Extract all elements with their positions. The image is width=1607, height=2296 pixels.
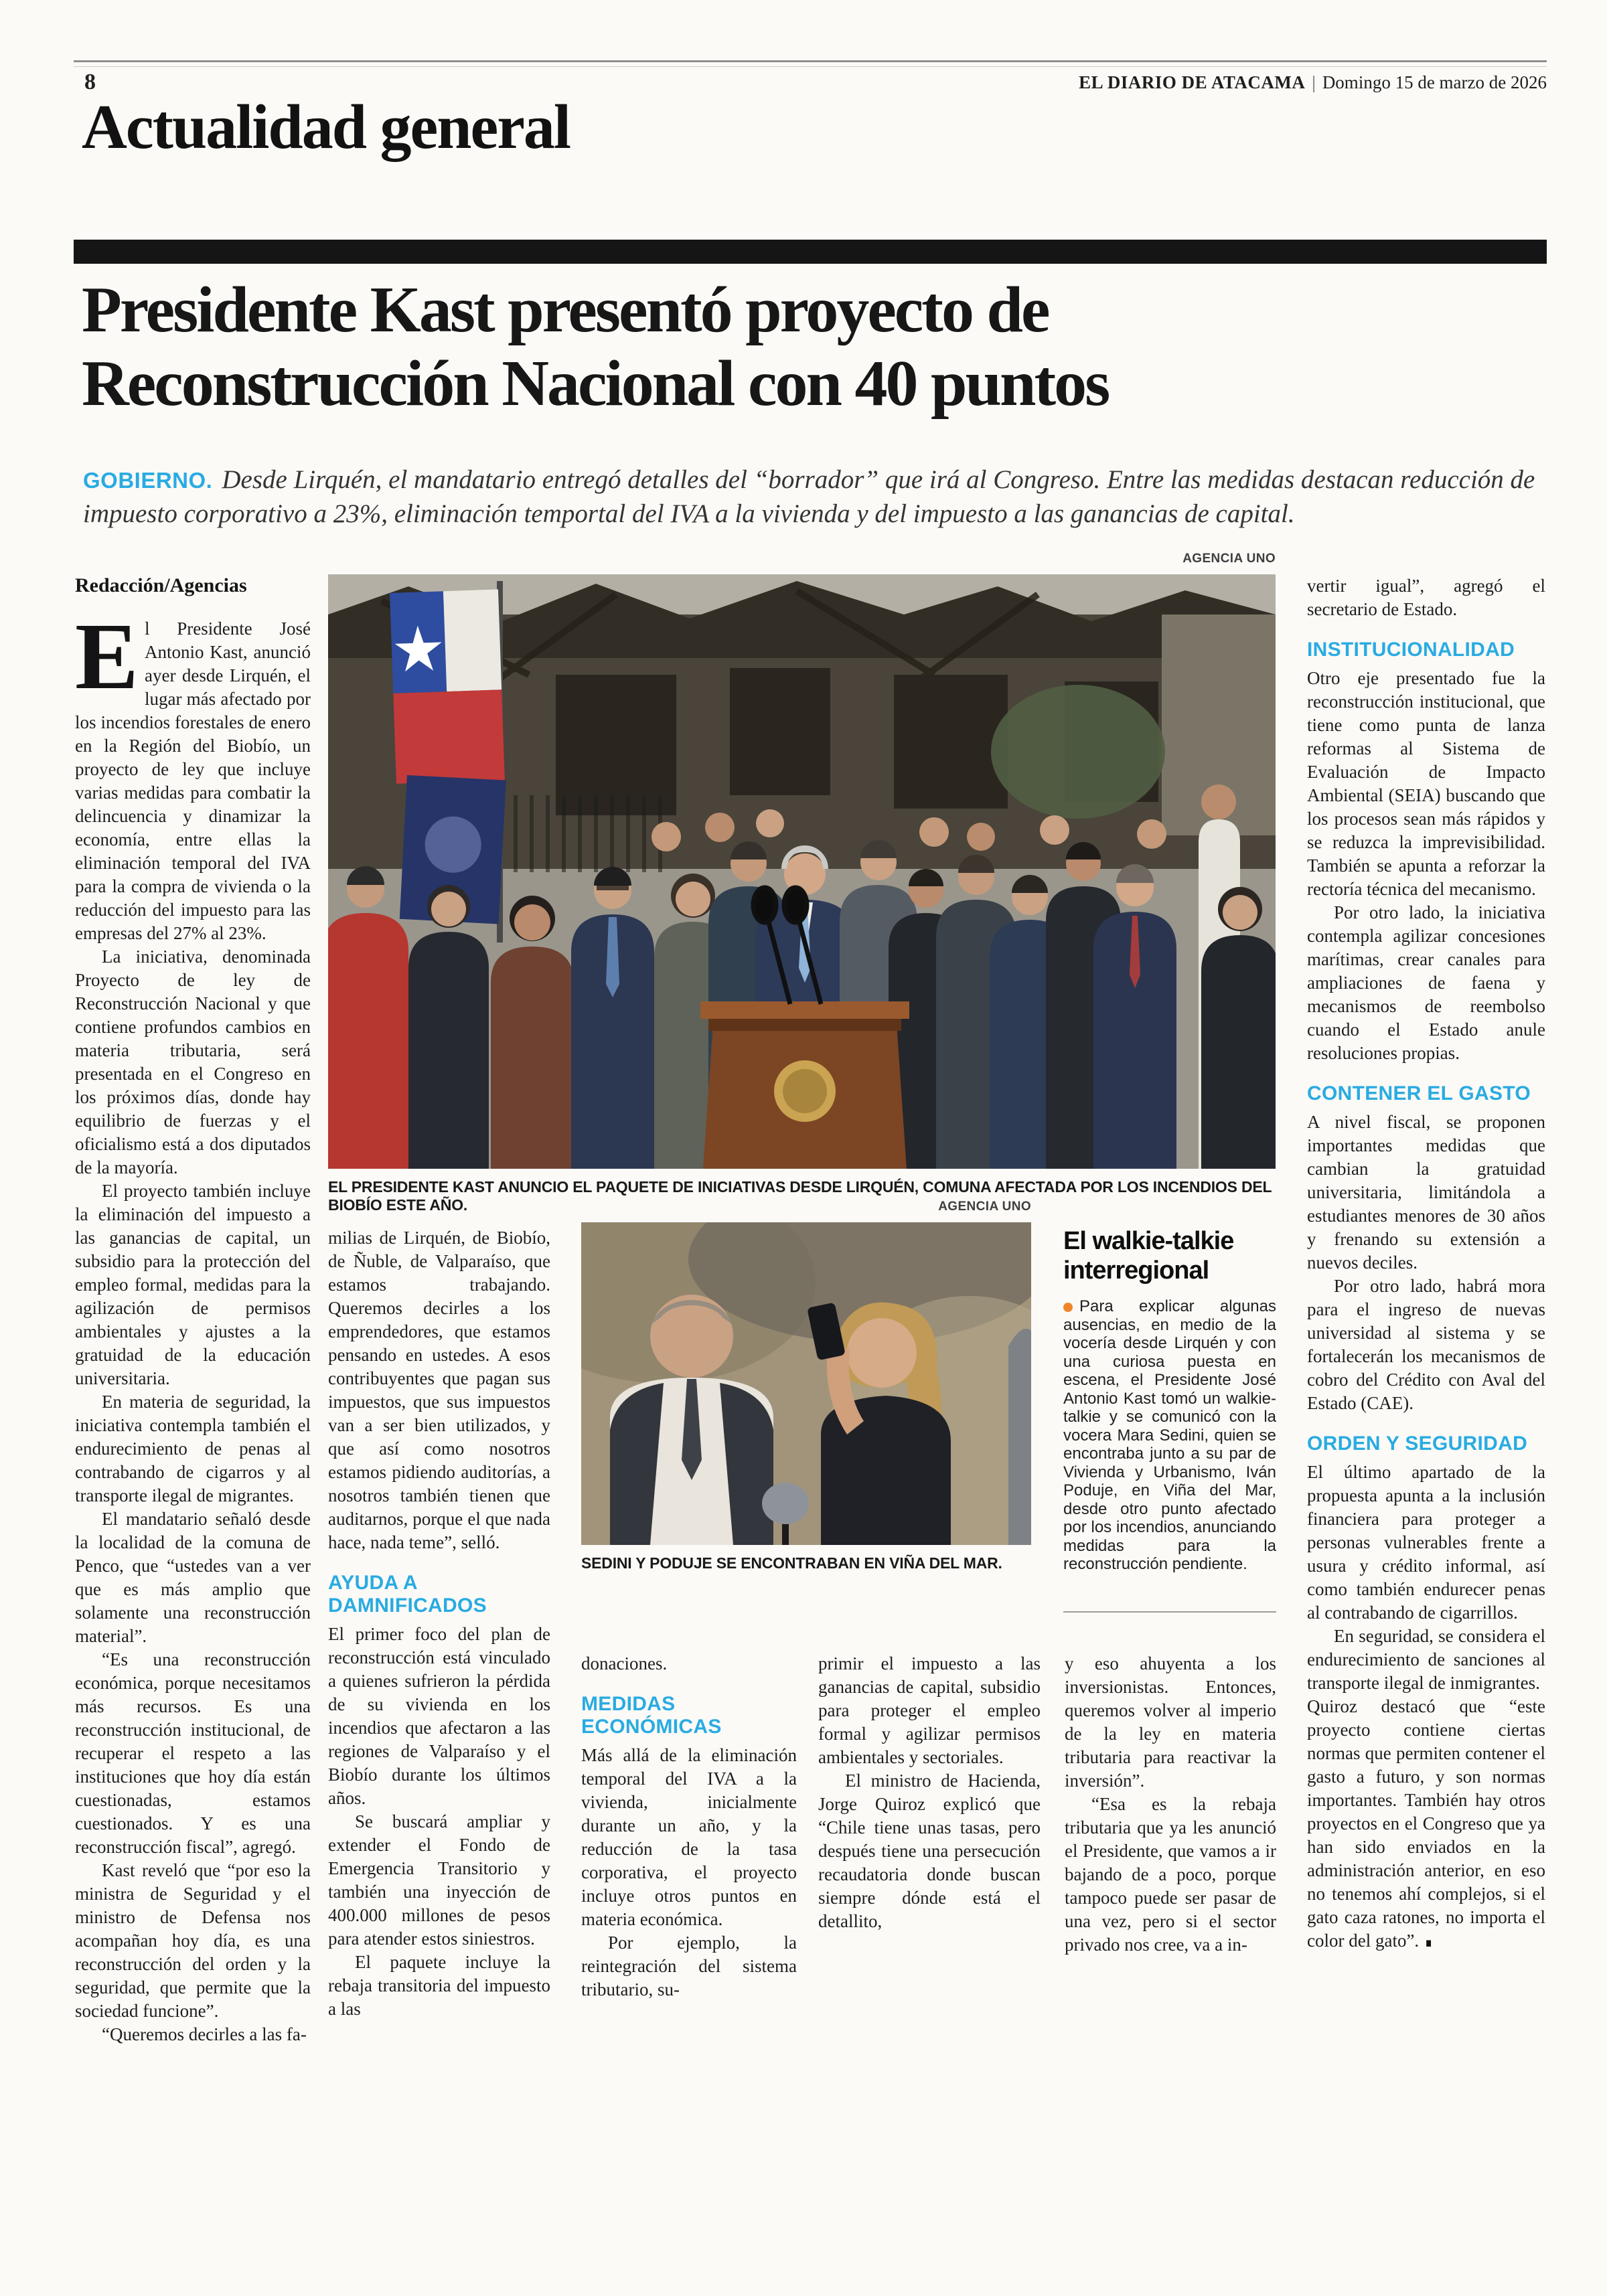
section-subhead: ORDEN Y SEGURIDAD [1307, 1432, 1528, 1455]
article-headline [82, 273, 1108, 420]
article-paragraph: El paquete incluye la rebaja transitoria del impuesto a las [328, 1952, 550, 2019]
article-paragraph: “Queremos decirles a las fa- [102, 2024, 307, 2044]
article-column-6 [1307, 574, 1545, 1955]
article-column-4 [818, 1652, 1041, 1933]
article-paragraph: Más allá de la eliminación temporal del IVA a la vivienda, inicialmente durante un año, y la reducción de la tasa corporativa, el proyecto incluye otros puntos en materia económica. [581, 1745, 797, 1929]
kicker-label: GOBIERNO. [83, 468, 213, 493]
article-paragraph: Kast reveló que “por eso la ministra de Seguridad y el ministro de Defensa nos acompañan hoy día, es una reconstrucción del orden y la seguridad, que permite que la sociedad funcione”. [75, 1860, 311, 2021]
sidebox-walkie-talkie [1063, 1226, 1276, 1613]
article-paragraph: El ministro de Hacienda, Jorge Quiroz explicó que “Chile tiene unas tasas, pero después tiene una persecución recaudatoria donde buscan siempre dónde está el detallito, [818, 1771, 1041, 1931]
masthead-separator: | [1312, 72, 1316, 92]
main-photo-credit: AGENCIA UNO [1182, 552, 1276, 566]
article-column-3 [581, 1652, 797, 2001]
main-photo [328, 574, 1276, 1169]
article-paragraph: milias de Lirquén, de Biobío, de Ñuble, de Valparaíso, que estamos trabajando. Queremos decirles a los emprendedores, que estamos pensando en ustedes. A esos contribuyentes que pagan sus impuestos, que sus impuestos van a ser bien utilizados, y que así como nosotros estamos pidiendo auditorías, a nosotros también tienen que auditarnos, porque el que nada hace, nada teme”, selló. [328, 1228, 550, 1552]
secondary-photo-illustration [581, 1222, 1031, 1545]
article-paragraph: A nivel fiscal, se proponen importantes medidas que cambian la gratuidad universitaria, limitándola a estudiantes menores de 30 años y frenando su extensión a nuevos deciles. [1307, 1112, 1545, 1273]
bullet-icon [1063, 1303, 1073, 1312]
article-paragraph: Por ejemplo, la reintegración del sistema tributario, su- [581, 1933, 797, 1999]
sidebox-text: Para explicar algunas ausencias, en medio de la vocería desde Lirquén y con una curiosa puesta en escena, el Presidente José Antonio Kast tomó un walkie-talkie y se comunicó con la vocera Mara Sedini, quien se encontraba junto a su par de Vivienda y Urbanismo, Iván Poduje, en Viña del Mar, desde otro punto afectado por los incendios, anunciando medidas para la reconstrucción pendiente. [1063, 1297, 1276, 1573]
headline-line-2: Reconstrucción Nacional con 40 puntos [82, 347, 1109, 420]
secondary-photo [581, 1222, 1031, 1545]
section-subhead: INSTITUCIONALIDAD [1307, 639, 1515, 661]
article-column-1 [75, 574, 311, 2046]
article-paragraph: “Es una reconstrucción económica, porque necesitamos más recursos. Es una reconstrucción institucional, de recuperar el respeto a las instituciones que hoy día están cuestionadas, estamos cuestionados. Y es una reconstrucción fiscal”, agregó. [75, 1649, 311, 1857]
section-title: Actualidad general [82, 92, 570, 162]
masthead [737, 72, 1547, 93]
section-subhead: CONTENER EL GASTO [1307, 1082, 1531, 1104]
article-paragraph: primir el impuesto a las ganancias de capital, subsidio para proteger el empleo formal y agilizar permisos ambientales y sectoriales. [818, 1653, 1041, 1767]
edition-date: Domingo 15 de marzo de 2026 [1322, 72, 1547, 92]
article-paragraph: y eso ahuyenta a los inversionistas. Entonces, queremos volver al imperio de la ley en materia tributaria para reactivar la inversión”. [1065, 1653, 1276, 1791]
article-paragraph: Por otro lado, habrá mora para el ingreso de nuevas universidad al sistema y se fortalecerán los mecanismos de cobro del Crédito con Aval del Estado (CAE). [1307, 1276, 1545, 1413]
section-subhead: MEDIDAS ECONÓMICAS [581, 1693, 722, 1738]
article-paragraph: vertir igual”, agregó el secretario de Estado. [1307, 576, 1545, 619]
headline-line-1: Presidente Kast presentó proyecto de [82, 274, 1049, 346]
article-deck [83, 463, 1549, 531]
headline-top-bar [74, 240, 1547, 264]
sidebox-title: El walkie-talkie interregional [1063, 1227, 1234, 1285]
article-paragraph: Otro eje presentado fue la reconstrucción institucional, que tiene como punta de lanza reformas al Sistema de Evaluación de Impacto Ambiental (SEIA) buscando que los procesos sean más rápidos y se reduzca la imprevisibilidad. También se apunta a reforzar la rectoría técnica del mecanismo. [1307, 668, 1545, 899]
article-column-5 [1065, 1652, 1276, 1957]
article-paragraph: En seguridad, se considera el endurecimiento de sanciones al transporte ilegal de inmigrantes. [1307, 1626, 1545, 1693]
article-paragraph: La iniciativa, denominada Proyecto de ley de Reconstrucción Nacional y que contiene profundos cambios en materia tributaria, será presentada en el Congreso en los próximos días, donde hay equilibrio de fuerzas y el oficialismo está a dos diputados de la mayoría. [75, 947, 311, 1177]
article-paragraph: Por otro lado, la iniciativa contempla agilizar concesiones marítimas, crear canales para ampliaciones de faena y mecanismos de reembolso cuando el Estado anule resoluciones propias. [1307, 902, 1545, 1063]
paper-name: EL DIARIO DE ATACAMA [1079, 72, 1306, 92]
main-photo-caption: EL PRESIDENTE KAST ANUNCIO EL PAQUETE DE INICIATIVAS DESDE LIRQUÉN, COMUNA AFECTADA POR LOS INCENDIOS DEL BIOBÍO ESTE AÑO. [328, 1178, 1272, 1214]
article-paragraph: “Esa es la rebaja tributaria que ya les anunció el Presidente, que vamos a ir bajando de a poco, porque tampoco puede ser pasar de una vez, pero si el sector privado nos cree, va a in- [1065, 1794, 1276, 1955]
main-photo-illustration [328, 574, 1276, 1169]
article-paragraph: El mandatario señaló desde la localidad de la comuna de Penco, que “ustedes van a ver que es más amplio que solamente una reconstrucción material”. [75, 1509, 311, 1646]
deck-text: Desde Lirquén, el mandatario entregó detalles del “borrador” que irá al Congreso. Entre las medidas destacan reducción de impuesto corporativo a 23%, eliminación temportal del IVA a la vivienda y del impuesto a las ganancias de capital. [83, 465, 1535, 528]
article-column-2 [328, 1226, 550, 2021]
sidebox-body [1063, 1297, 1276, 1574]
section-subhead: AYUDA A DAMNIFICADOS [328, 1572, 487, 1617]
secondary-photo-credit: AGENCIA UNO [938, 1200, 1031, 1214]
byline: Redacción/Agencias [75, 574, 247, 596]
article-paragraph: El proyecto también incluye la eliminación del impuesto a las ganancias de capital, un subsidio para la protección del empleo formal, medidas para la agilización de permisos ambientales y ajustes a la gratuidad de la educación universitaria. [75, 1181, 311, 1388]
article-paragraph: donaciones. [581, 1653, 668, 1673]
article-paragraph: Se buscará ampliar y extender el Fondo de Emergencia Transitorio y también una inyección de 400.000 millones de pesos para atender estos siniestros. [328, 1811, 550, 1949]
end-of-article-mark: ∎ [1424, 1935, 1433, 1950]
article-paragraph: El Presidente José Antonio Kast, anunció ayer desde Lirquén, el lugar más afectado por los incendios forestales de enero en la Región del Biobío, un proyecto de ley que incluye varias medidas para combatir la delincuencia y dinamizar la economía, entre ellas la eliminación temporal del IVA para la compra de vivienda o la reducción del impuesto para las empresas del 27% al 23%. [75, 603, 311, 943]
article-paragraph: El primer foco del plan de reconstrucción está vinculado a quienes sufrieron la pérdida de su vivienda en los incendios que afectaron a las regiones de Valparaíso y el Biobío durante los últimos años. [328, 1624, 550, 1808]
article-paragraph: En materia de seguridad, la iniciativa contempla también el endurecimiento de penas al contrabando de cigarros y al transporte ilegal de migrantes. [75, 1392, 311, 1505]
drop-cap: E [75, 603, 139, 709]
article-paragraph: Quiroz destacó que “este proyecto contiene ciertas normas que permiten contener el gasto a futuro, y son normas importantes. También hay otros proyectos en el Congreso que ya han sido enviados en la administración anterior, en eso no tenemos ahí complejos, si el gato caza ratones, no importa el color del gato”. ∎ [1307, 1696, 1545, 1951]
page-number: 8 [84, 70, 96, 94]
secondary-photo-caption: SEDINI Y PODUJE SE ENCONTRABAN EN VIÑA DEL MAR. [581, 1554, 1002, 1572]
header-rule [74, 60, 1547, 67]
article-paragraph: El último apartado de la propuesta apunta a la inclusión financiera para proteger a personas vulnerables frente a usura y crédito informal, así como también endurecer penas al contrabando de cigarrillos. [1307, 1462, 1545, 1623]
